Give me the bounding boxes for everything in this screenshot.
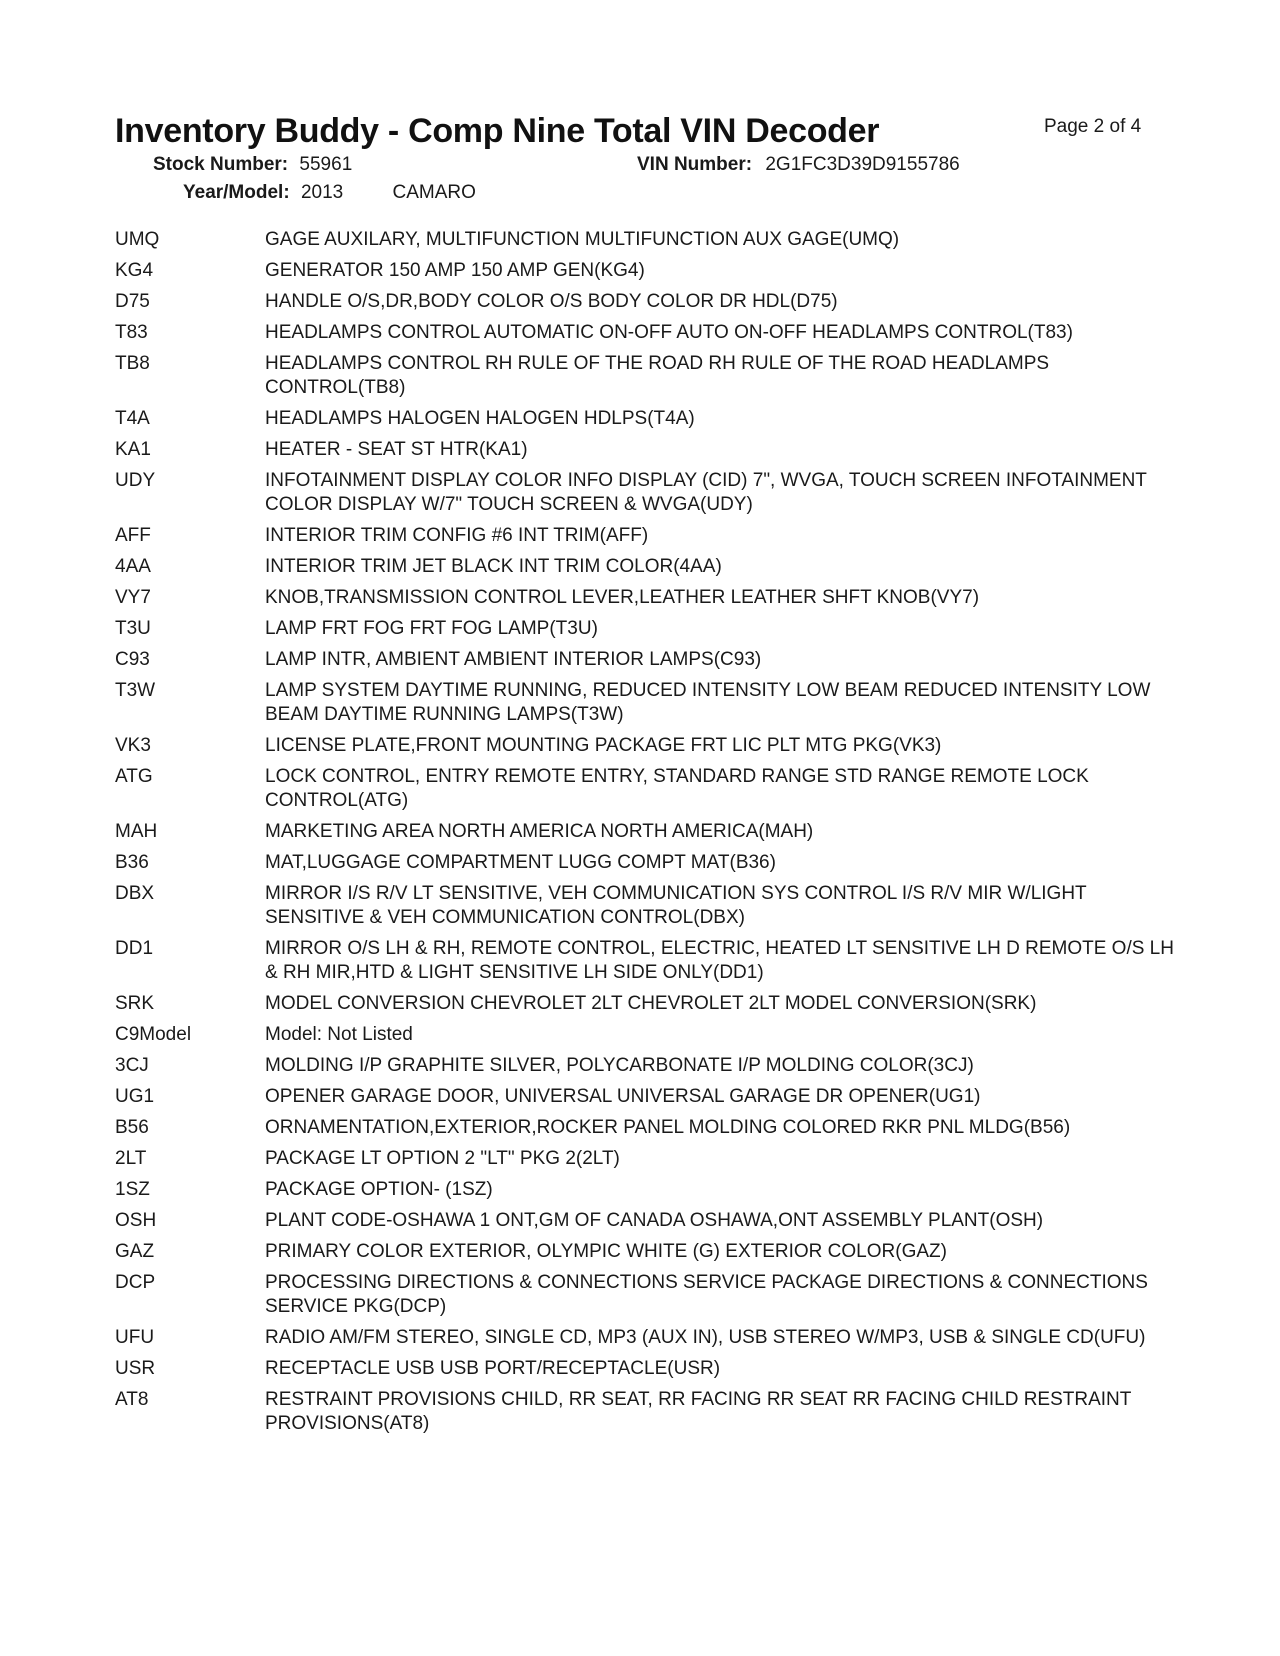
option-code: TB8 bbox=[115, 353, 150, 374]
option-description: PACKAGE LT OPTION 2 "LT" PKG 2(2LT) bbox=[265, 1148, 620, 1169]
option-row bbox=[115, 228, 1175, 252]
option-row bbox=[115, 1023, 1175, 1047]
option-description: RECEPTACLE USB USB PORT/RECEPTACLE(USR) bbox=[265, 1358, 721, 1379]
model-value: CAMARO bbox=[392, 182, 476, 203]
option-description: GENERATOR 150 AMP 150 AMP GEN(KG4) bbox=[265, 260, 645, 281]
option-description: HEADLAMPS HALOGEN HALOGEN HDLPS(T4A) bbox=[265, 408, 695, 429]
page-number: Page 2 of 4 bbox=[1044, 116, 1142, 137]
option-description: HEADLAMPS CONTROL RH RULE OF THE ROAD RH RULE OF THE ROAD HEADLAMPS CONTROL(TB8) bbox=[265, 353, 1050, 398]
option-code: USR bbox=[115, 1358, 156, 1379]
option-code: 4AA bbox=[115, 556, 151, 577]
page-title: Inventory Buddy - Comp Nine Total VIN Decoder bbox=[115, 112, 880, 150]
option-row bbox=[115, 765, 1175, 813]
option-description: PROCESSING DIRECTIONS & CONNECTIONS SERVICE PACKAGE DIRECTIONS & CONNECTIONS SERVICE PKG(DCP) bbox=[265, 1272, 1148, 1317]
option-row bbox=[115, 1326, 1175, 1350]
option-description: MODEL CONVERSION CHEVROLET 2LT CHEVROLET 2LT MODEL CONVERSION(SRK) bbox=[265, 993, 1037, 1014]
option-code: OSH bbox=[115, 1210, 157, 1231]
option-row bbox=[115, 679, 1175, 727]
vin-number bbox=[637, 154, 960, 176]
option-description: PACKAGE OPTION- (1SZ) bbox=[265, 1179, 493, 1200]
option-description: LICENSE PLATE,FRONT MOUNTING PACKAGE FRT LIC PLT MTG PKG(VK3) bbox=[265, 735, 942, 756]
option-description: INTERIOR TRIM JET BLACK INT TRIM COLOR(4AA) bbox=[265, 556, 722, 577]
option-row bbox=[115, 851, 1175, 875]
option-code: AT8 bbox=[115, 1389, 149, 1410]
option-code: T83 bbox=[115, 322, 148, 343]
vin-number-value: 2G1FC3D39D9155786 bbox=[765, 154, 960, 175]
option-row bbox=[115, 1271, 1175, 1319]
option-code: KG4 bbox=[115, 260, 154, 281]
option-row bbox=[115, 734, 1175, 758]
option-code: ATG bbox=[115, 766, 153, 787]
option-code: MAH bbox=[115, 821, 158, 842]
vin-number-label: VIN Number: bbox=[637, 154, 753, 175]
option-description: ORNAMENTATION,EXTERIOR,ROCKER PANEL MOLDING COLORED RKR PNL MLDG(B56) bbox=[265, 1117, 1071, 1138]
option-row bbox=[115, 1357, 1175, 1381]
option-description: GAGE AUXILARY, MULTIFUNCTION MULTIFUNCTION AUX GAGE(UMQ) bbox=[265, 229, 900, 250]
option-row bbox=[115, 1209, 1175, 1233]
option-row bbox=[115, 1147, 1175, 1171]
option-code: C9Model bbox=[115, 1024, 192, 1045]
stock-number bbox=[153, 154, 352, 176]
option-row bbox=[115, 1116, 1175, 1140]
option-row bbox=[115, 290, 1175, 314]
option-description: MIRROR O/S LH & RH, REMOTE CONTROL, ELECTRIC, HEATED LT SENSITIVE LH D REMOTE O/S LH & RH MIR,HTD & LIGHT SENSITIVE LH SIDE ONLY(DD1) bbox=[265, 938, 1174, 983]
option-description: LOCK CONTROL, ENTRY REMOTE ENTRY, STANDARD RANGE STD RANGE REMOTE LOCK CONTROL(ATG) bbox=[265, 766, 1089, 811]
year-value: 2013 bbox=[300, 182, 344, 203]
option-row bbox=[115, 992, 1175, 1016]
option-code: T3U bbox=[115, 618, 151, 639]
year-model bbox=[183, 182, 476, 204]
option-row bbox=[115, 617, 1175, 641]
option-code: GAZ bbox=[115, 1241, 155, 1262]
option-code: 3CJ bbox=[115, 1055, 149, 1076]
option-description: MAT,LUGGAGE COMPARTMENT LUGG COMPT MAT(B36) bbox=[265, 852, 776, 873]
stock-number-value: 55961 bbox=[299, 154, 353, 175]
option-row bbox=[115, 524, 1175, 548]
option-description: LAMP INTR, AMBIENT AMBIENT INTERIOR LAMPS(C93) bbox=[265, 649, 762, 670]
option-code: B36 bbox=[115, 852, 149, 873]
option-description: LAMP SYSTEM DAYTIME RUNNING, REDUCED INTENSITY LOW BEAM REDUCED INTENSITY LOW BEAM DAYTIME RUNNING LAMPS(T3W) bbox=[265, 680, 1151, 725]
option-description: LAMP FRT FOG FRT FOG LAMP(T3U) bbox=[265, 618, 598, 639]
option-row bbox=[115, 407, 1175, 431]
option-code: UG1 bbox=[115, 1086, 155, 1107]
option-code: UMQ bbox=[115, 229, 160, 250]
option-row bbox=[115, 937, 1175, 985]
option-description: MOLDING I/P GRAPHITE SILVER, POLYCARBONATE I/P MOLDING COLOR(3CJ) bbox=[265, 1055, 974, 1076]
option-code: T3W bbox=[115, 680, 156, 701]
option-code: 2LT bbox=[115, 1148, 147, 1169]
option-code: AFF bbox=[115, 525, 151, 546]
stock-number-label: Stock Number: bbox=[153, 154, 289, 175]
option-description: INTERIOR TRIM CONFIG #6 INT TRIM(AFF) bbox=[265, 525, 649, 546]
option-row bbox=[115, 259, 1175, 283]
option-description: KNOB,TRANSMISSION CONTROL LEVER,LEATHER LEATHER SHFT KNOB(VY7) bbox=[265, 587, 980, 608]
option-row bbox=[115, 1178, 1175, 1202]
option-description: INFOTAINMENT DISPLAY COLOR INFO DISPLAY (CID) 7", WVGA, TOUCH SCREEN INFOTAINMENT COLOR DISPLAY W/7" TOUCH SCREEN & WVGA(UDY) bbox=[265, 470, 1147, 515]
option-code: VK3 bbox=[115, 735, 151, 756]
option-description: OPENER GARAGE DOOR, UNIVERSAL UNIVERSAL GARAGE DR OPENER(UG1) bbox=[265, 1086, 981, 1107]
option-row bbox=[115, 352, 1175, 400]
option-code: C93 bbox=[115, 649, 150, 670]
option-row bbox=[115, 586, 1175, 610]
option-description: MIRROR I/S R/V LT SENSITIVE, VEH COMMUNICATION SYS CONTROL I/S R/V MIR W/LIGHT SENSITIVE & VEH COMMUNICATION CONTROL(DBX) bbox=[265, 883, 1087, 928]
option-row bbox=[115, 555, 1175, 579]
option-code: T4A bbox=[115, 408, 150, 429]
option-code: D75 bbox=[115, 291, 150, 312]
option-description: Model: Not Listed bbox=[265, 1024, 413, 1045]
option-description: MARKETING AREA NORTH AMERICA NORTH AMERICA(MAH) bbox=[265, 821, 814, 842]
option-row bbox=[115, 882, 1175, 930]
option-row bbox=[115, 648, 1175, 672]
option-code: UFU bbox=[115, 1327, 155, 1348]
option-description: RADIO AM/FM STEREO, SINGLE CD, MP3 (AUX IN), USB STEREO W/MP3, USB & SINGLE CD(UFU) bbox=[265, 1327, 1146, 1348]
option-code: SRK bbox=[115, 993, 155, 1014]
option-row bbox=[115, 1054, 1175, 1078]
option-code: 1SZ bbox=[115, 1179, 150, 1200]
option-row bbox=[115, 469, 1175, 517]
option-code-list bbox=[115, 228, 1175, 1443]
option-code: DCP bbox=[115, 1272, 156, 1293]
option-code: KA1 bbox=[115, 439, 151, 460]
option-code: B56 bbox=[115, 1117, 149, 1138]
option-description: HEATER - SEAT ST HTR(KA1) bbox=[265, 439, 528, 460]
option-row bbox=[115, 1240, 1175, 1264]
option-row bbox=[115, 321, 1175, 345]
option-code: UDY bbox=[115, 470, 156, 491]
option-description: HANDLE O/S,DR,BODY COLOR O/S BODY COLOR DR HDL(D75) bbox=[265, 291, 838, 312]
option-row bbox=[115, 820, 1175, 844]
option-row bbox=[115, 1085, 1175, 1109]
option-code: DD1 bbox=[115, 938, 154, 959]
option-row bbox=[115, 438, 1175, 462]
option-row bbox=[115, 1388, 1175, 1436]
option-description: RESTRAINT PROVISIONS CHILD, RR SEAT, RR FACING RR SEAT RR FACING CHILD RESTRAINT PROVISIONS(AT8) bbox=[265, 1389, 1132, 1434]
option-description: PLANT CODE-OSHAWA 1 ONT,GM OF CANADA OSHAWA,ONT ASSEMBLY PLANT(OSH) bbox=[265, 1210, 1044, 1231]
option-description: PRIMARY COLOR EXTERIOR, OLYMPIC WHITE (G) EXTERIOR COLOR(GAZ) bbox=[265, 1241, 947, 1262]
option-description: HEADLAMPS CONTROL AUTOMATIC ON-OFF AUTO ON-OFF HEADLAMPS CONTROL(T83) bbox=[265, 322, 1073, 343]
year-model-label: Year/Model: bbox=[183, 182, 290, 203]
option-code: DBX bbox=[115, 883, 155, 904]
option-code: VY7 bbox=[115, 587, 151, 608]
